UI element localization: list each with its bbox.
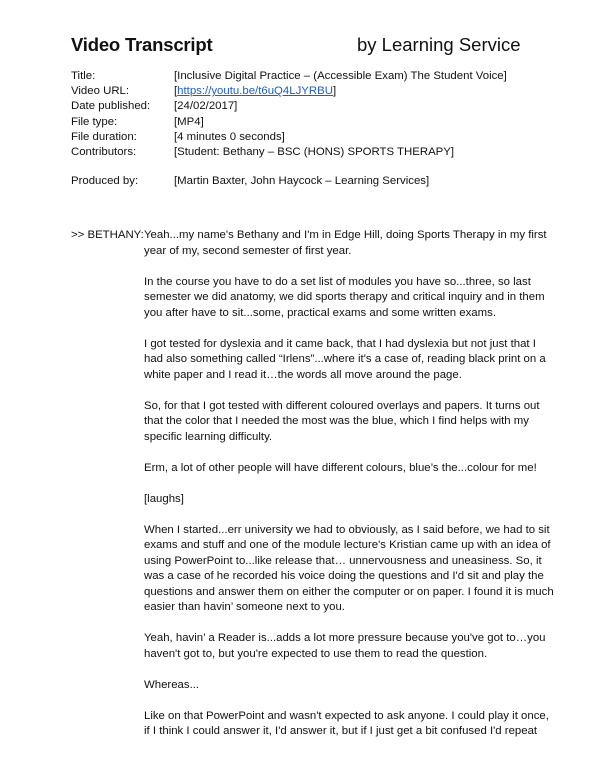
transcript-paragraph: I got tested for dyslexia and it came back, that I had dyslexia but not just that I had also something called “Irlens”...where it's a case of, reading black print on a white paper and I read it…the words all move around the page. (144, 337, 546, 381)
spacer (71, 160, 507, 174)
transcript-paragraph: In the course you have to do a set list of modules you have so...three, so last semester we did anatomy, we did sports therapy and critical inquiry and in them you after have to sit...some, practical exams and some written exams. (144, 275, 545, 319)
transcript-paragraph: Erm, a lot of other people will have different colours, blue’s the...colour for me! (144, 461, 537, 474)
metadata-row-produced-by (71, 174, 507, 189)
document-title: Video Transcript (71, 34, 213, 55)
metadata-label: Video URL: (71, 85, 130, 98)
metadata-value: [Inclusive Digital Practice – (Accessible Exam) The Student Voice] (174, 70, 507, 82)
metadata-value: [MP4] (174, 115, 204, 128)
transcript-paragraph: Yeah...my name's Bethany and I'm in Edge Hill, doing Sports Therapy in my first year of my, second semester of first year. (144, 229, 547, 257)
transcript-paragraph: So, for that I got tested with different coloured overlays and papers. It turns out that the color that I needed the most was the blue, which I find helps with my specific learning difficulty. (144, 399, 540, 443)
metadata-label: Contributors: (71, 145, 137, 158)
transcript-paragraph: Yeah, havin’ a Reader is...adds a lot more pressure because you've got to…you haven't got to, but you're expected to use them to read the question. (144, 632, 546, 660)
metadata-table (71, 69, 507, 189)
metadata-row-contributors (71, 145, 507, 160)
metadata-label: File duration: (71, 130, 137, 143)
transcript-paragraph: [laughs] (144, 492, 184, 505)
speaker-label: >> BETHANY: (71, 229, 144, 241)
metadata-label: File type: (71, 115, 118, 128)
metadata-label: Title: (71, 70, 96, 82)
metadata-value (174, 84, 336, 99)
transcript-paragraph: When I started...err university we had to obviously, as I said before, we had to sit exams and stuff and one of the module lecture's Kristian came up with an idea of using PowerPoint to...like release that… unnervousness and uneasiness. So, it was a case of he recorded his voice doing the questions and I'd sit and play the questions and answer them on either the computer or on paper. I found it is much easier than havin’ someone next to you. (144, 523, 554, 613)
transcript-paragraph: Whereas... (144, 678, 200, 691)
metadata-row-title (71, 69, 507, 84)
metadata-value: [4 minutes 0 seconds] (174, 130, 285, 143)
metadata-label: Produced by: (71, 175, 139, 188)
metadata-row-video-url (71, 84, 507, 99)
speech-body (144, 228, 554, 755)
transcript-paragraph: Like on that PowerPoint and wasn't expected to ask anyone. I could play it once, if I think I could answer it, I'd answer it, but if I just get a bit confused I'd repeat (144, 709, 549, 737)
metadata-value: [Martin Baxter, John Haycock – Learning Services] (174, 175, 430, 188)
video-url-link[interactable]: https://youtu.be/t6uQ4LJYRBU (177, 85, 333, 98)
metadata-value: [Student: Bethany – BSC (HONS) SPORTS THERAPY] (174, 145, 455, 158)
document-byline: by Learning Service (357, 34, 521, 55)
document-header (71, 34, 531, 58)
metadata-label: Date published: (71, 100, 151, 113)
bracket-open: [ (174, 85, 178, 98)
bracket-close: ] (332, 85, 337, 98)
metadata-value: [24/02/2017] (174, 100, 238, 113)
metadata-row-date-published (71, 99, 507, 114)
metadata-row-file-type (71, 115, 507, 130)
metadata-row-file-duration (71, 130, 507, 145)
